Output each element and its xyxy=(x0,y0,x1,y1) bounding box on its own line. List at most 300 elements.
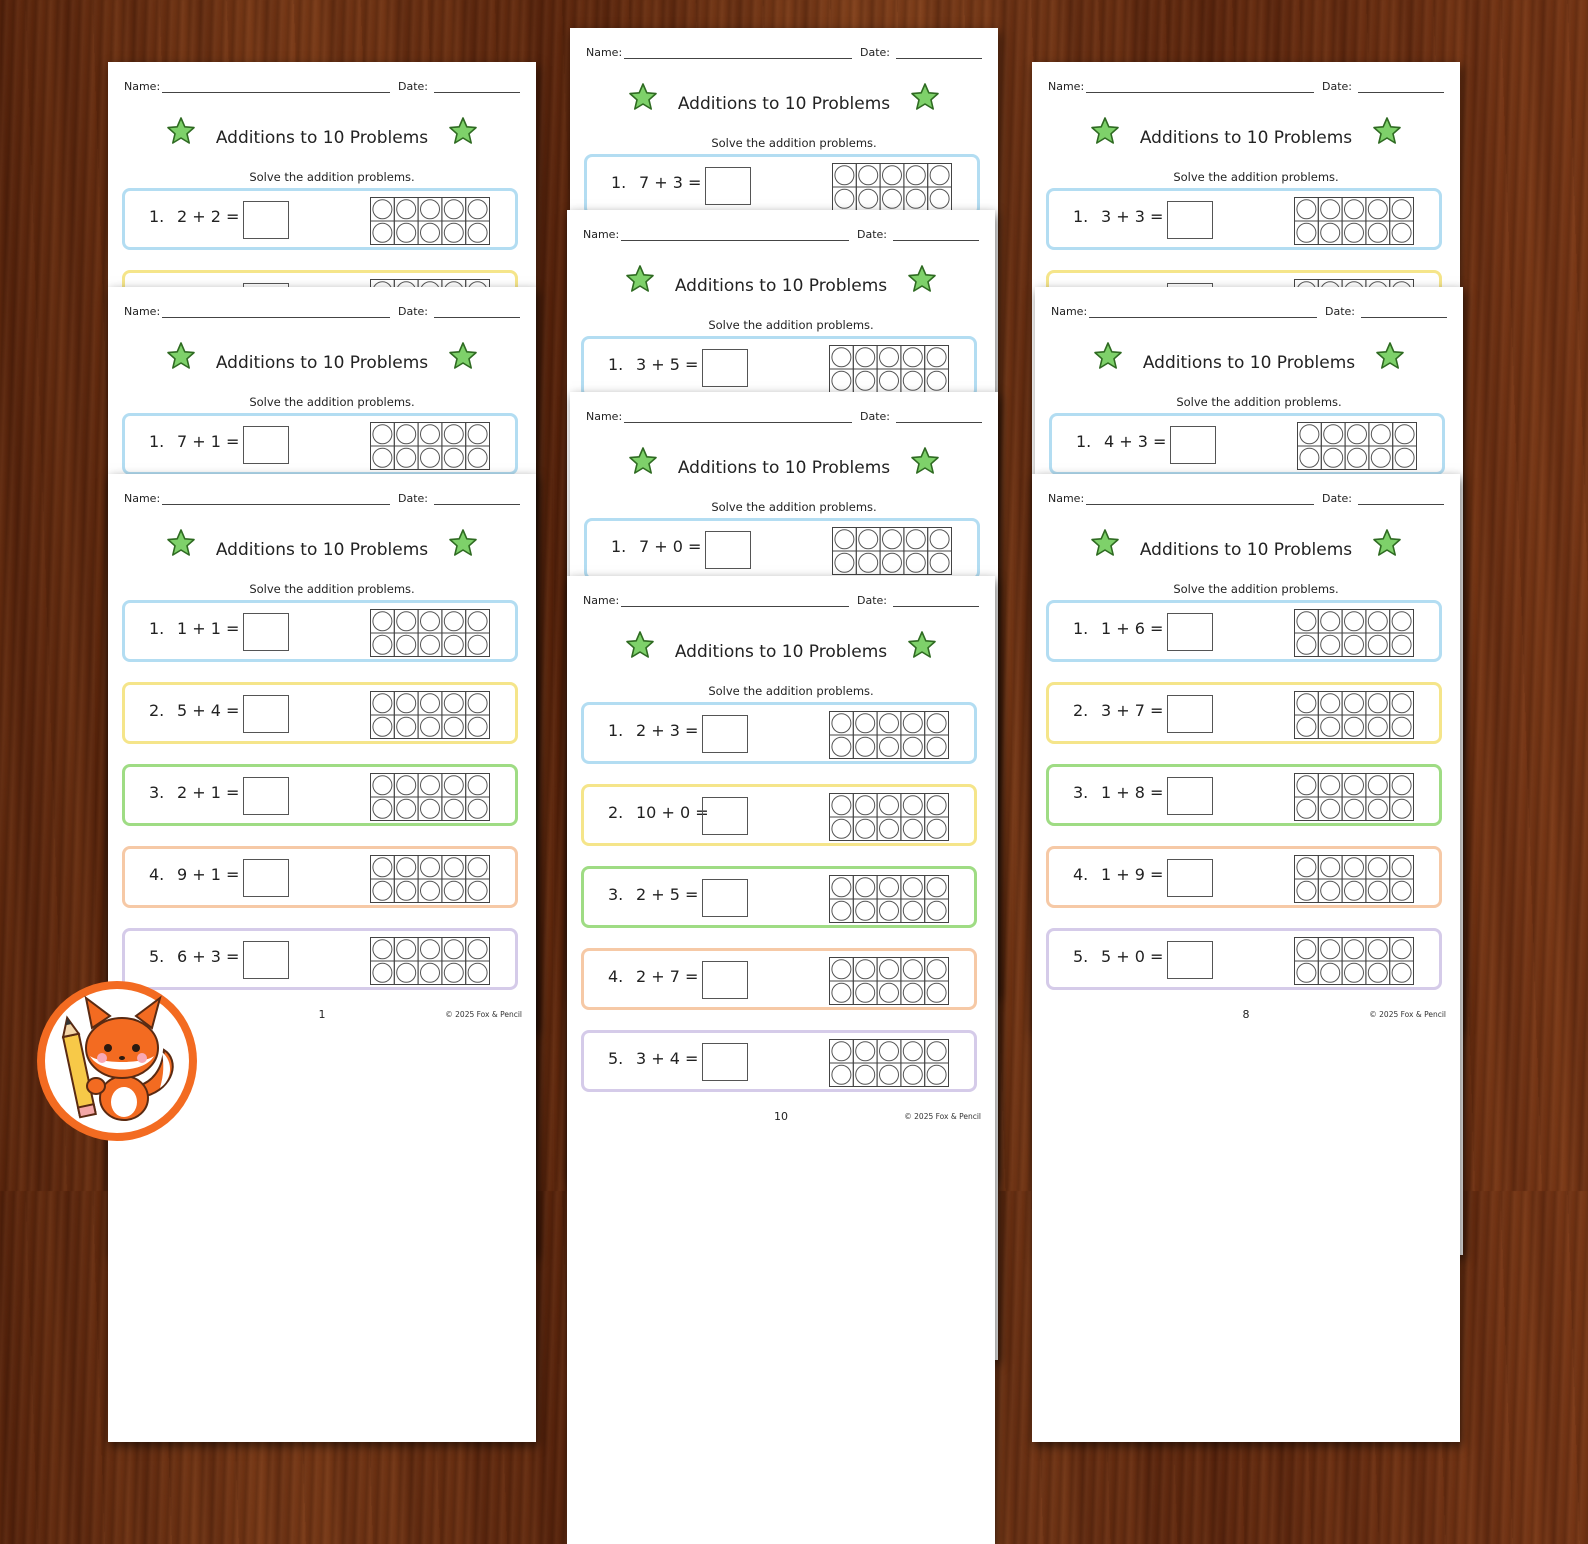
problem-number: 4. xyxy=(1073,865,1089,884)
ten-frame-counter xyxy=(468,425,487,444)
name-date-row xyxy=(1051,303,1447,319)
ten-frame-counter xyxy=(832,878,851,897)
ten-frame xyxy=(1294,609,1414,657)
ten-frame-counter xyxy=(1368,200,1387,219)
ten-frame-counter xyxy=(1348,448,1367,467)
ten-frame-counter xyxy=(1392,940,1411,959)
answer-box[interactable] xyxy=(1167,201,1213,239)
ten-frame-counter xyxy=(1371,448,1390,467)
problem-number: 1. xyxy=(611,173,627,192)
problem-4 xyxy=(581,948,977,1010)
ten-frame-counter xyxy=(1321,940,1340,959)
problem-equation: 3 + 3 = xyxy=(1101,207,1164,226)
ten-frame-counter xyxy=(1321,776,1340,795)
problem-number: 1. xyxy=(149,207,165,226)
problem-3 xyxy=(122,764,518,826)
problem-equation: 9 + 1 = xyxy=(177,865,240,884)
ten-frame-counter xyxy=(1368,717,1387,736)
ten-frame-counter xyxy=(444,223,463,242)
ten-frame-counter xyxy=(421,776,440,795)
problem-4 xyxy=(1046,846,1442,908)
ten-frame-counter xyxy=(880,714,899,733)
ten-frame-counter xyxy=(1324,448,1343,467)
ten-frame-counter xyxy=(444,881,463,900)
answer-box[interactable] xyxy=(702,349,748,387)
name-line[interactable] xyxy=(1089,317,1317,318)
ten-frame-counter xyxy=(421,425,440,444)
ten-frame-counter xyxy=(930,553,949,572)
date-line[interactable] xyxy=(896,422,982,423)
ten-frame xyxy=(829,875,949,923)
problem-4 xyxy=(122,846,518,908)
problem-equation: 3 + 7 = xyxy=(1101,701,1164,720)
ten-frame xyxy=(370,609,490,657)
ten-frame-counter xyxy=(444,940,463,959)
ten-frame-counter xyxy=(421,940,440,959)
problem-equation: 2 + 2 = xyxy=(177,207,240,226)
ten-frame-counter xyxy=(859,166,878,185)
ten-frame-counter xyxy=(468,881,487,900)
ten-frame-counter xyxy=(930,166,949,185)
ten-frame-counter xyxy=(1368,799,1387,818)
ten-frame xyxy=(829,711,949,759)
ten-frame xyxy=(1297,422,1417,470)
ten-frame-counter xyxy=(421,694,440,713)
answer-box[interactable] xyxy=(702,1043,748,1081)
ten-frame-counter xyxy=(880,1042,899,1061)
ten-frame xyxy=(1294,937,1414,985)
problem-number: 2. xyxy=(1073,701,1089,720)
ten-frame-counter xyxy=(421,635,440,654)
ten-frame-counter xyxy=(444,799,463,818)
star-icon xyxy=(1372,528,1402,558)
ten-frame-counter xyxy=(927,819,946,838)
problem-number: 5. xyxy=(149,947,165,966)
problem-number: 1. xyxy=(1073,207,1089,226)
problem-3 xyxy=(581,866,977,928)
ten-frame-counter xyxy=(903,371,922,390)
ten-frame-counter xyxy=(1368,881,1387,900)
date-line[interactable] xyxy=(1358,92,1444,93)
ten-frame-counter xyxy=(1368,612,1387,631)
problem-number: 3. xyxy=(608,885,624,904)
ten-frame-counter xyxy=(1297,717,1316,736)
problem-2 xyxy=(122,682,518,744)
ten-frame-counter xyxy=(373,717,392,736)
star-icon xyxy=(910,82,940,112)
ten-frame-counter xyxy=(444,612,463,631)
ten-frame-counter xyxy=(1392,635,1411,654)
date-label: Date: xyxy=(1322,492,1352,505)
ten-frame-counter xyxy=(1392,858,1411,877)
ten-frame-counter xyxy=(880,901,899,920)
date-line[interactable] xyxy=(1358,504,1444,505)
problem-number: 5. xyxy=(608,1049,624,1068)
ten-frame-counter xyxy=(832,1042,851,1061)
answer-box[interactable] xyxy=(1167,695,1213,733)
date-label: Date: xyxy=(857,594,887,607)
answer-box[interactable] xyxy=(1170,426,1216,464)
ten-frame-counter xyxy=(906,189,925,208)
answer-box[interactable] xyxy=(243,201,289,239)
name-line[interactable] xyxy=(162,92,390,93)
problem-equation: 7 + 1 = xyxy=(177,432,240,451)
date-label: Date: xyxy=(1322,80,1352,93)
ten-frame-counter xyxy=(421,799,440,818)
ten-frame-counter xyxy=(859,553,878,572)
star-icon xyxy=(907,630,937,660)
name-line[interactable] xyxy=(1086,504,1314,505)
ten-frame-counter xyxy=(856,737,875,756)
ten-frame-counter xyxy=(1297,963,1316,982)
fox-with-pencil-icon xyxy=(34,978,200,1144)
answer-box[interactable] xyxy=(243,941,289,979)
worksheet-title: Additions to 10 Problems xyxy=(674,642,888,662)
ten-frame-counter xyxy=(373,881,392,900)
problem-equation: 2 + 5 = xyxy=(636,885,699,904)
name-line[interactable] xyxy=(621,606,849,607)
ten-frame-counter xyxy=(444,200,463,219)
worksheet-right-front xyxy=(1032,474,1460,1442)
ten-frame-counter xyxy=(1321,881,1340,900)
problem-equation: 3 + 5 = xyxy=(636,355,699,374)
ten-frame-counter xyxy=(832,1065,851,1084)
problem-number: 1. xyxy=(1076,432,1092,451)
ten-frame-counter xyxy=(444,425,463,444)
ten-frame-counter xyxy=(927,371,946,390)
ten-frame-counter xyxy=(397,200,416,219)
answer-box[interactable] xyxy=(243,695,289,733)
ten-frame-counter xyxy=(1321,635,1340,654)
name-line[interactable] xyxy=(624,422,852,423)
name-label: Name: xyxy=(1048,80,1085,93)
problem-equation: 3 + 4 = xyxy=(636,1049,699,1068)
ten-frame-counter xyxy=(468,200,487,219)
ten-frame-counter xyxy=(880,348,899,367)
ten-frame-counter xyxy=(1345,940,1364,959)
ten-frame-counter xyxy=(444,694,463,713)
ten-frame-counter xyxy=(373,448,392,467)
ten-frame-counter xyxy=(397,448,416,467)
problem-number: 2. xyxy=(608,803,624,822)
ten-frame-counter xyxy=(421,963,440,982)
ten-frame-counter xyxy=(397,776,416,795)
answer-box[interactable] xyxy=(702,715,748,753)
ten-frame-counter xyxy=(927,796,946,815)
worksheet-title: Additions to 10 Problems xyxy=(1139,540,1353,560)
name-line[interactable] xyxy=(162,504,390,505)
name-label: Name: xyxy=(583,594,620,607)
ten-frame-counter xyxy=(444,963,463,982)
star-icon xyxy=(448,116,478,146)
ten-frame-counter xyxy=(1321,717,1340,736)
instructions: Solve the addition problems. xyxy=(249,395,415,409)
date-line[interactable] xyxy=(434,92,520,93)
ten-frame-counter xyxy=(1321,223,1340,242)
problem-equation: 4 + 3 = xyxy=(1104,432,1167,451)
ten-frame-counter xyxy=(397,858,416,877)
ten-frame-counter xyxy=(927,901,946,920)
date-label: Date: xyxy=(398,305,428,318)
ten-frame xyxy=(370,773,490,821)
worksheet-title: Additions to 10 Problems xyxy=(215,540,429,560)
ten-frame-counter xyxy=(1297,694,1316,713)
ten-frame-counter xyxy=(927,983,946,1002)
ten-frame-counter xyxy=(397,963,416,982)
date-line[interactable] xyxy=(434,317,520,318)
ten-frame-counter xyxy=(832,960,851,979)
ten-frame xyxy=(370,197,490,245)
worksheet-title: Additions to 10 Problems xyxy=(1139,128,1353,148)
ten-frame-counter xyxy=(883,166,902,185)
ten-frame xyxy=(1294,855,1414,903)
ten-frame-counter xyxy=(1345,799,1364,818)
ten-frame-counter xyxy=(468,858,487,877)
ten-frame-counter xyxy=(1297,223,1316,242)
star-icon xyxy=(448,341,478,371)
problem-number: 1. xyxy=(611,537,627,556)
ten-frame-counter xyxy=(468,223,487,242)
problem-1 xyxy=(1046,600,1442,662)
ten-frame-counter xyxy=(373,635,392,654)
ten-frame-counter xyxy=(927,714,946,733)
ten-frame-counter xyxy=(832,371,851,390)
instructions: Solve the addition problems. xyxy=(1173,170,1339,184)
answer-box[interactable] xyxy=(1167,941,1213,979)
star-icon xyxy=(907,264,937,294)
ten-frame xyxy=(370,855,490,903)
name-line[interactable] xyxy=(1086,92,1314,93)
name-date-row xyxy=(583,226,979,242)
ten-frame-counter xyxy=(880,737,899,756)
answer-box[interactable] xyxy=(243,777,289,815)
ten-frame-counter xyxy=(1368,223,1387,242)
ten-frame-counter xyxy=(856,348,875,367)
problem-number: 1. xyxy=(149,432,165,451)
name-label: Name: xyxy=(124,80,161,93)
ten-frame-counter xyxy=(397,612,416,631)
ten-frame-counter xyxy=(835,530,854,549)
ten-frame xyxy=(829,957,949,1005)
ten-frame xyxy=(370,937,490,985)
problem-number: 3. xyxy=(149,783,165,802)
ten-frame-counter xyxy=(1300,425,1319,444)
star-icon xyxy=(1375,341,1405,371)
page-number: 8 xyxy=(1242,1008,1250,1021)
date-line[interactable] xyxy=(434,504,520,505)
ten-frame-counter xyxy=(468,717,487,736)
ten-frame-counter xyxy=(880,1065,899,1084)
answer-box[interactable] xyxy=(705,167,751,205)
name-label: Name: xyxy=(1048,492,1085,505)
problem-5 xyxy=(1046,928,1442,990)
ten-frame-counter xyxy=(1368,858,1387,877)
ten-frame-counter xyxy=(883,553,902,572)
problem-number: 1. xyxy=(1073,619,1089,638)
ten-frame-counter xyxy=(421,858,440,877)
ten-frame-counter xyxy=(880,960,899,979)
problem-1 xyxy=(122,413,518,475)
ten-frame-counter xyxy=(373,694,392,713)
ten-frame-counter xyxy=(1345,612,1364,631)
ten-frame-counter xyxy=(1392,799,1411,818)
ten-frame-counter xyxy=(835,189,854,208)
date-line[interactable] xyxy=(896,58,982,59)
date-label: Date: xyxy=(857,228,887,241)
ten-frame-counter xyxy=(835,553,854,572)
ten-frame-counter xyxy=(468,448,487,467)
ten-frame-counter xyxy=(421,881,440,900)
ten-frame-counter xyxy=(927,1065,946,1084)
ten-frame-counter xyxy=(880,819,899,838)
worksheet-title: Additions to 10 Problems xyxy=(674,276,888,296)
ten-frame-counter xyxy=(373,963,392,982)
ten-frame-counter xyxy=(1300,448,1319,467)
name-date-row xyxy=(586,44,982,60)
ten-frame-counter xyxy=(1321,694,1340,713)
ten-frame xyxy=(370,691,490,739)
ten-frame-counter xyxy=(1392,717,1411,736)
date-line[interactable] xyxy=(893,606,979,607)
name-date-row xyxy=(1048,490,1444,506)
ten-frame-counter xyxy=(1345,694,1364,713)
ten-frame-counter xyxy=(468,799,487,818)
ten-frame xyxy=(370,422,490,470)
problem-1 xyxy=(584,154,980,216)
ten-frame-counter xyxy=(859,189,878,208)
ten-frame-counter xyxy=(1395,425,1414,444)
date-line[interactable] xyxy=(1361,317,1447,318)
ten-frame-counter xyxy=(880,983,899,1002)
problem-2 xyxy=(1046,682,1442,744)
name-label: Name: xyxy=(1051,305,1088,318)
problem-1 xyxy=(122,188,518,250)
ten-frame-counter xyxy=(1321,612,1340,631)
ten-frame-counter xyxy=(397,223,416,242)
ten-frame-counter xyxy=(1297,200,1316,219)
ten-frame-counter xyxy=(397,799,416,818)
problem-number: 1. xyxy=(149,619,165,638)
ten-frame-counter xyxy=(1392,776,1411,795)
name-date-row xyxy=(124,78,520,94)
star-icon xyxy=(910,446,940,476)
ten-frame-counter xyxy=(927,348,946,367)
ten-frame-counter xyxy=(859,530,878,549)
worksheet-center-front xyxy=(567,576,995,1544)
ten-frame-counter xyxy=(468,776,487,795)
ten-frame-counter xyxy=(1345,635,1364,654)
ten-frame-counter xyxy=(927,737,946,756)
problem-number: 1. xyxy=(608,721,624,740)
answer-box[interactable] xyxy=(705,531,751,569)
name-line[interactable] xyxy=(162,317,390,318)
ten-frame-counter xyxy=(1297,799,1316,818)
date-label: Date: xyxy=(398,492,428,505)
ten-frame-counter xyxy=(930,189,949,208)
ten-frame-counter xyxy=(373,200,392,219)
answer-box[interactable] xyxy=(702,879,748,917)
ten-frame-counter xyxy=(832,819,851,838)
answer-box[interactable] xyxy=(243,426,289,464)
ten-frame-counter xyxy=(397,940,416,959)
ten-frame-counter xyxy=(856,371,875,390)
ten-frame-counter xyxy=(903,960,922,979)
ten-frame-counter xyxy=(1345,858,1364,877)
problem-equation: 2 + 1 = xyxy=(177,783,240,802)
ten-frame-counter xyxy=(903,796,922,815)
copyright: © 2025 Fox & Pencil xyxy=(1369,1010,1446,1019)
answer-box[interactable] xyxy=(243,859,289,897)
name-line[interactable] xyxy=(621,240,849,241)
ten-frame-counter xyxy=(1297,776,1316,795)
ten-frame-counter xyxy=(444,635,463,654)
date-line[interactable] xyxy=(893,240,979,241)
ten-frame-counter xyxy=(832,737,851,756)
answer-box[interactable] xyxy=(1167,777,1213,815)
name-line[interactable] xyxy=(624,58,852,59)
ten-frame-counter xyxy=(1395,448,1414,467)
ten-frame-counter xyxy=(856,1042,875,1061)
ten-frame-counter xyxy=(856,714,875,733)
ten-frame-counter xyxy=(903,983,922,1002)
ten-frame-counter xyxy=(903,1042,922,1061)
answer-box[interactable] xyxy=(243,613,289,651)
problem-1 xyxy=(584,518,980,580)
problem-equation: 2 + 3 = xyxy=(636,721,699,740)
ten-frame-counter xyxy=(1321,799,1340,818)
copyright: © 2025 Fox & Pencil xyxy=(904,1112,981,1121)
page-number: 1 xyxy=(318,1008,326,1021)
answer-box[interactable] xyxy=(1167,613,1213,651)
problem-equation: 7 + 3 = xyxy=(639,173,702,192)
ten-frame-counter xyxy=(835,166,854,185)
ten-frame-counter xyxy=(373,223,392,242)
ten-frame xyxy=(832,527,952,575)
ten-frame-counter xyxy=(397,881,416,900)
ten-frame-counter xyxy=(903,901,922,920)
ten-frame-counter xyxy=(903,714,922,733)
ten-frame-counter xyxy=(927,1042,946,1061)
ten-frame-counter xyxy=(880,878,899,897)
ten-frame-counter xyxy=(906,530,925,549)
ten-frame-counter xyxy=(373,612,392,631)
ten-frame-counter xyxy=(856,819,875,838)
ten-frame-counter xyxy=(1392,881,1411,900)
answer-box[interactable] xyxy=(702,961,748,999)
problem-equation: 6 + 3 = xyxy=(177,947,240,966)
name-label: Name: xyxy=(583,228,620,241)
ten-frame-counter xyxy=(397,717,416,736)
answer-box[interactable] xyxy=(702,797,748,835)
ten-frame-counter xyxy=(883,530,902,549)
ten-frame-counter xyxy=(856,1065,875,1084)
ten-frame-counter xyxy=(1345,776,1364,795)
problem-1 xyxy=(1046,188,1442,250)
ten-frame-counter xyxy=(856,960,875,979)
worksheet-title: Additions to 10 Problems xyxy=(215,353,429,373)
instructions: Solve the addition problems. xyxy=(711,500,877,514)
ten-frame-counter xyxy=(880,371,899,390)
copyright: © 2025 Fox & Pencil xyxy=(445,1010,522,1019)
ten-frame-counter xyxy=(832,901,851,920)
ten-frame-counter xyxy=(1345,881,1364,900)
ten-frame-counter xyxy=(1392,694,1411,713)
ten-frame-counter xyxy=(903,878,922,897)
answer-box[interactable] xyxy=(1167,859,1213,897)
ten-frame-counter xyxy=(903,1065,922,1084)
ten-frame-counter xyxy=(397,425,416,444)
name-label: Name: xyxy=(124,305,161,318)
